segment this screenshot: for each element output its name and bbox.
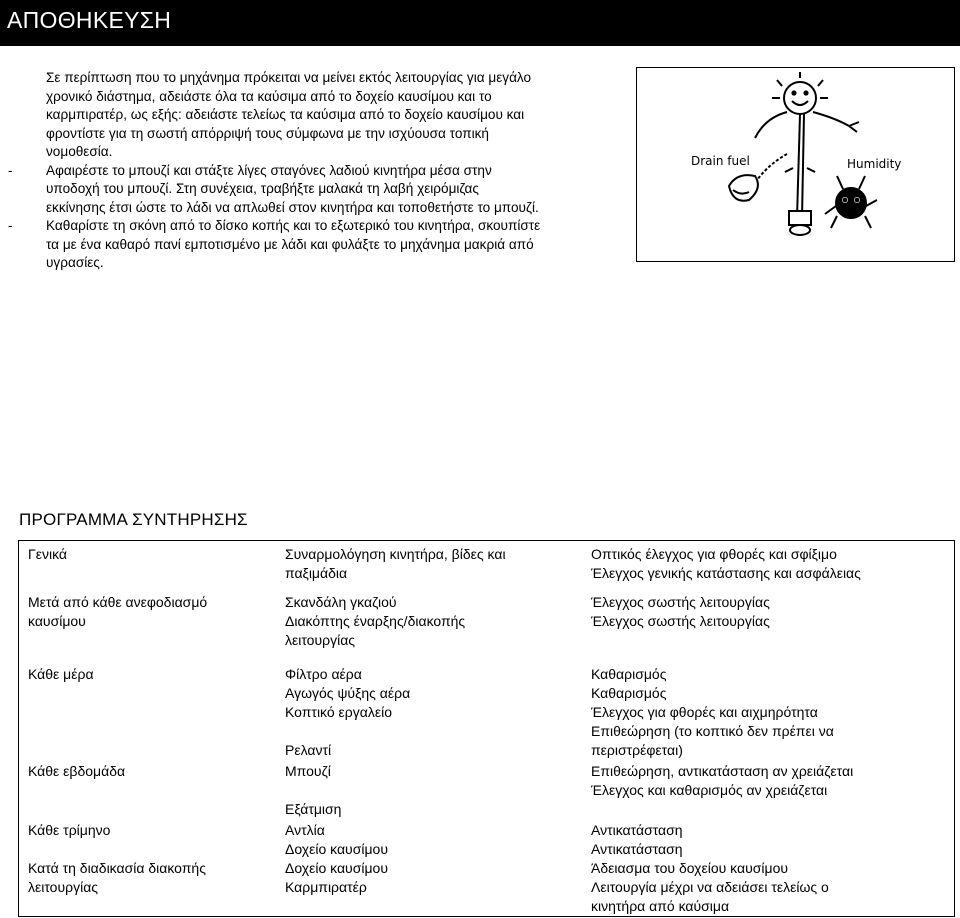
header-bar: [0, 0, 960, 46]
trimmer-icon: [729, 114, 815, 235]
storage-bullet-line: Καθαρίστε τη σκόνη από το δίσκο κοπής και το εξωτερικό του κινητήρα, σκουπίστε: [46, 218, 541, 233]
storage-section: [8, 69, 608, 273]
schedule-component: Διακόπτης έναρξης/διακοπής: [285, 613, 466, 629]
storage-bullet-line: τα με ένα καθαρό πανί εμποτισμένο με λάδι και φυλάξτε το μηχάνημα μακριά από: [46, 236, 534, 252]
bullet-dash: -: [8, 162, 13, 178]
schedule-action: Λειτουργία μέχρι να αδειάσει τελείως ο: [591, 879, 829, 895]
schedule-interval: Κατά τη διαδικασία διακοπής: [28, 860, 206, 876]
schedule-component: Φίλτρο αέρα: [285, 666, 362, 682]
smiley-face-icon: [755, 72, 859, 138]
schedule-action: Καθαρισμός: [591, 685, 667, 701]
storage-bullet-line: υγρασίες.: [46, 255, 104, 270]
schedule-component: Ρελαντί: [285, 742, 332, 758]
schedule-action: Έλεγχος για φθορές και αιχμηρότητα: [591, 704, 818, 720]
schedule-action: Επιθεώρηση, αντικατάσταση αν χρειάζεται: [591, 763, 854, 779]
schedule-interval: Κάθε εβδομάδα: [28, 763, 126, 779]
bug-creature-icon: [825, 176, 877, 228]
schedule-action: Έλεγχος σωστής λειτουργίας: [591, 594, 770, 610]
storage-intro-line: νομοθεσία.: [46, 144, 113, 159]
schedule-action: Οπτικός έλεγχος για φθορές και σφίξιμο: [591, 546, 837, 562]
page-title: ΑΠΟΘΗΚΕΥΣΗ: [7, 7, 172, 33]
schedule-component: Σκανδάλη γκαζιού: [285, 594, 397, 610]
schedule-component: Δοχείο καυσίμου: [285, 860, 388, 876]
schedule-component: παξιμάδια: [285, 565, 348, 581]
storage-intro-line: καρμπιρατέρ, ως εξής: αδειάστε τελείως τα καύσιμα από το δοχείο καυσίμου και: [46, 107, 525, 122]
schedule-action: κινητήρα από καύσιμα: [591, 898, 730, 914]
drain-fuel-label: Drain fuel: [691, 154, 750, 168]
storage-intro: [46, 69, 608, 162]
schedule-component: Συναρμολόγηση κινητήρα, βίδες και: [285, 546, 506, 562]
storage-bullet-line: υποδοχή του μπουζί. Στη συνέχεια, τραβήξτε μαλακά τη λαβή χειρόμιζας: [46, 181, 479, 196]
schedule-action: περιστρέφεται): [591, 742, 683, 758]
schedule-component: Εξάτμιση: [285, 801, 342, 817]
schedule-component: Καρμπιρατέρ: [285, 879, 367, 895]
schedule-action: Επιθεώρηση (το κοπτικό δεν πρέπει να: [591, 723, 834, 739]
schedule-component: Δοχείο καυσίμου: [285, 841, 388, 857]
schedule-interval: καυσίμου: [28, 613, 86, 629]
schedule-component: λειτουργίας: [285, 632, 356, 648]
schedule-interval: λειτουργίας: [28, 879, 99, 895]
schedule-interval: Κάθε μέρα: [28, 666, 94, 682]
storage-intro-line: χρονικό διάστημα, αδειάστε όλα τα καύσιμα από το δοχείο καυσίμου και το: [46, 88, 492, 104]
schedule-component: Μπουζί: [285, 763, 331, 779]
humidity-label: Humidity: [847, 157, 902, 171]
schedule-component: Αντλία: [285, 822, 325, 838]
schedule-action: Αντικατάσταση: [591, 822, 683, 838]
schedule-action: Έλεγχος και καθαρισμός αν χρειάζεται: [591, 782, 828, 798]
schedule-action: Καθαρισμός: [591, 666, 667, 682]
storage-bullet: [8, 162, 608, 218]
storage-bullet: [8, 217, 608, 273]
storage-illustration-drawing: [637, 68, 954, 261]
schedule-action: Αντικατάσταση: [591, 841, 683, 857]
schedule-interval: Μετά από κάθε ανεφοδιασμό: [28, 594, 208, 610]
storage-illustration: [636, 67, 955, 262]
bullet-dash: -: [8, 218, 13, 233]
schedule-component: Κοπτικό εργαλείο: [285, 704, 392, 720]
schedule-action: Έλεγχος γενικής κατάστασης και ασφάλειας: [591, 565, 861, 581]
storage-intro-line: Σε περίπτωση που το μηχάνημα πρόκειται να μείνει εκτός λειτουργίας για μεγάλο: [46, 70, 532, 85]
schedule-action: Άδειασμα του δοχείου καυσίμου: [591, 860, 789, 876]
schedule-interval: Κάθε τρίμηνο: [28, 822, 111, 838]
schedule-interval: Γενικά: [28, 546, 67, 562]
storage-bullet-line: Αφαιρέστε το μπουζί και στάξτε λίγες σταγόνες λαδιού κινητήρα μέσα στην: [46, 162, 492, 178]
maintenance-schedule-table: [18, 540, 955, 917]
storage-bullet-line: εκκίνησης έτσι ώστε το λάδι να απλωθεί στον κινητήρα και τοποθετήστε το μπουζί.: [46, 199, 539, 215]
storage-intro-line: φροντίστε για τη σωστή απόρριψή τους σύμφωνα με την ισχύουσα τοπική: [46, 125, 489, 141]
schedule-component: Αγωγός ψύξης αέρα: [285, 685, 411, 701]
schedule-action: Έλεγχος σωστής λειτουργίας: [591, 613, 770, 629]
section-title: ΠΡΟΓΡΑΜΜΑ ΣΥΝΤΗΡΗΣΗΣ: [19, 510, 248, 529]
